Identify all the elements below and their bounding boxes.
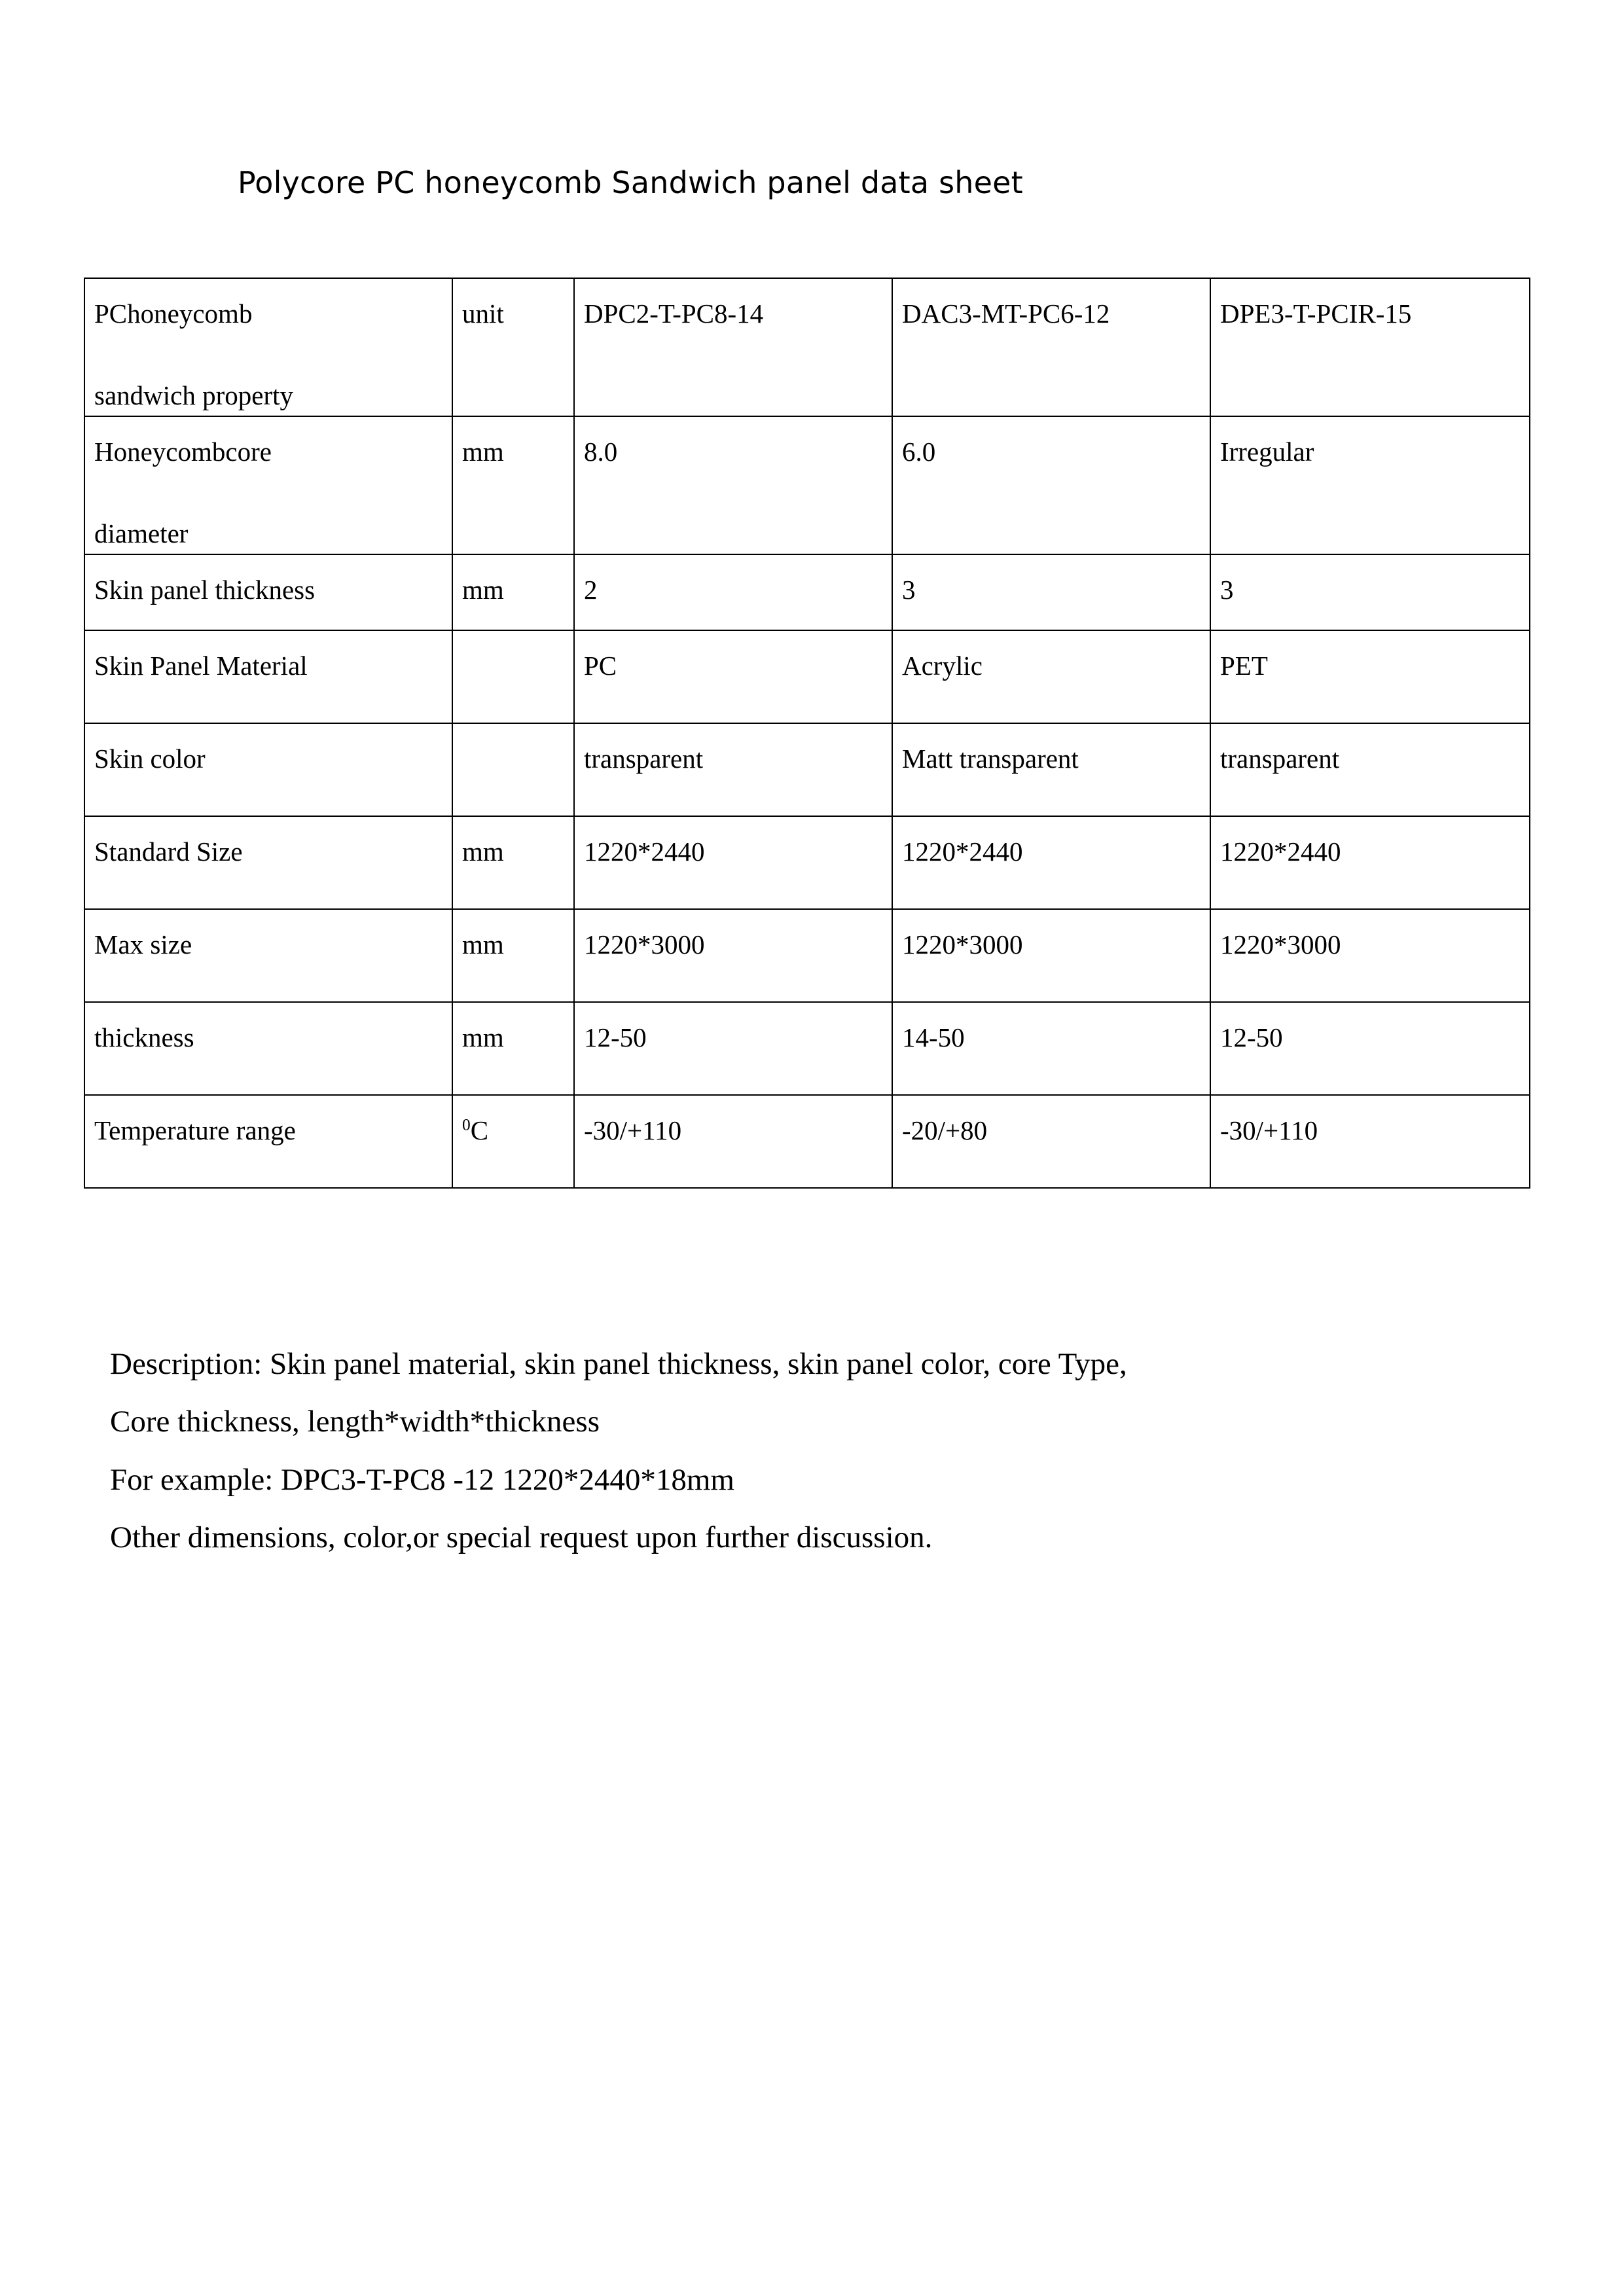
- description-line-3: For example: DPC3-T-PC8 -12 1220*2440*18mm: [110, 1462, 734, 1497]
- cell-dpe3: Irregular: [1210, 416, 1530, 554]
- cell-dac3: -20/+80: [892, 1095, 1210, 1188]
- cell-core-diameter-line2: diameter: [94, 518, 189, 548]
- cell-dac3: 1220*3000: [892, 909, 1210, 1002]
- cell-property-skin-color: Skin color: [84, 723, 452, 816]
- table-row: [84, 1002, 1530, 1095]
- cell-unit: mm: [452, 554, 574, 630]
- cell-unit: mm: [452, 816, 574, 909]
- cell-dpe3: -30/+110: [1210, 1095, 1530, 1188]
- cell-dac3: 14-50: [892, 1002, 1210, 1095]
- degree-superscript: 0: [462, 1115, 471, 1134]
- header-property-word1: PC: [94, 298, 128, 329]
- cell-unit: mm: [452, 416, 574, 554]
- spec-table: [84, 278, 1530, 1189]
- header-property-line1: [94, 293, 442, 375]
- page-title: Polycore PC honeycomb Sandwich panel data sheet: [238, 165, 1023, 200]
- cell-dpe3: 12-50: [1210, 1002, 1530, 1095]
- table-row: [84, 816, 1530, 909]
- cell-dac3: 6.0: [892, 416, 1210, 554]
- header-cell-dpc2: DPC2-T-PC8-14: [574, 278, 892, 416]
- cell-dpc2: 1220*3000: [574, 909, 892, 1002]
- cell-property-max-size: Max size: [84, 909, 452, 1002]
- unit-celsius-base: C: [470, 1115, 489, 1145]
- cell-dpe3: 3: [1210, 554, 1530, 630]
- header-property-word2: honeycomb: [127, 298, 253, 329]
- cell-dpe3: 1220*2440: [1210, 816, 1530, 909]
- cell-dac3: Matt transparent: [892, 723, 1210, 816]
- cell-property-standard-size: Standard Size: [84, 816, 452, 909]
- table-row: [84, 723, 1530, 816]
- cell-unit: mm: [452, 909, 574, 1002]
- cell-property-skin-panel-material: Skin Panel Material: [84, 630, 452, 723]
- cell-unit: [452, 630, 574, 723]
- header-cell-dpe3: DPE3-T-PCIR-15: [1210, 278, 1530, 416]
- description-line-4: Other dimensions, color,or special request upon further discussion.: [110, 1520, 933, 1555]
- table-row: [84, 416, 1530, 554]
- table-header-row: [84, 278, 1530, 416]
- cell-unit-celsius: [452, 1095, 574, 1188]
- cell-property-temperature-range: Temperature range: [84, 1095, 452, 1188]
- cell-dpc2: 8.0: [574, 416, 892, 554]
- cell-dpe3: 1220*3000: [1210, 909, 1530, 1002]
- header-cell-dac3: DAC3-MT-PC6-12: [892, 278, 1210, 416]
- header-cell-unit: unit: [452, 278, 574, 416]
- cell-dpc2: 2: [574, 554, 892, 630]
- cell-property-thickness: thickness: [84, 1002, 452, 1095]
- description-line-1: Description: Skin panel material, skin panel thickness, skin panel color, core Type,: [110, 1347, 1127, 1381]
- cell-property-core-diameter: [84, 416, 452, 554]
- cell-dpc2: 12-50: [574, 1002, 892, 1095]
- cell-dpe3: transparent: [1210, 723, 1530, 816]
- table-row: [84, 630, 1530, 723]
- header-property-line2: sandwich property: [94, 380, 293, 410]
- description-block: [110, 1335, 1524, 1566]
- table-row: [84, 1095, 1530, 1188]
- cell-unit: [452, 723, 574, 816]
- description-line-2: Core thickness, length*width*thickness: [110, 1405, 600, 1439]
- header-cell-property: [84, 278, 452, 416]
- cell-unit: mm: [452, 1002, 574, 1095]
- cell-core-diameter-word1: Honeycomb: [94, 436, 226, 467]
- cell-dpc2: PC: [574, 630, 892, 723]
- cell-dac3: Acrylic: [892, 630, 1210, 723]
- cell-dpc2: -30/+110: [574, 1095, 892, 1188]
- cell-core-diameter-word2: core: [225, 436, 272, 467]
- cell-core-diameter-line1: [94, 431, 442, 513]
- table-row: [84, 909, 1530, 1002]
- cell-dpe3: PET: [1210, 630, 1530, 723]
- cell-dac3: 3: [892, 554, 1210, 630]
- cell-dpc2: 1220*2440: [574, 816, 892, 909]
- cell-dac3: 1220*2440: [892, 816, 1210, 909]
- cell-property-skin-panel-thickness: Skin panel thickness: [84, 554, 452, 630]
- table-row: [84, 554, 1530, 630]
- cell-dpc2: transparent: [574, 723, 892, 816]
